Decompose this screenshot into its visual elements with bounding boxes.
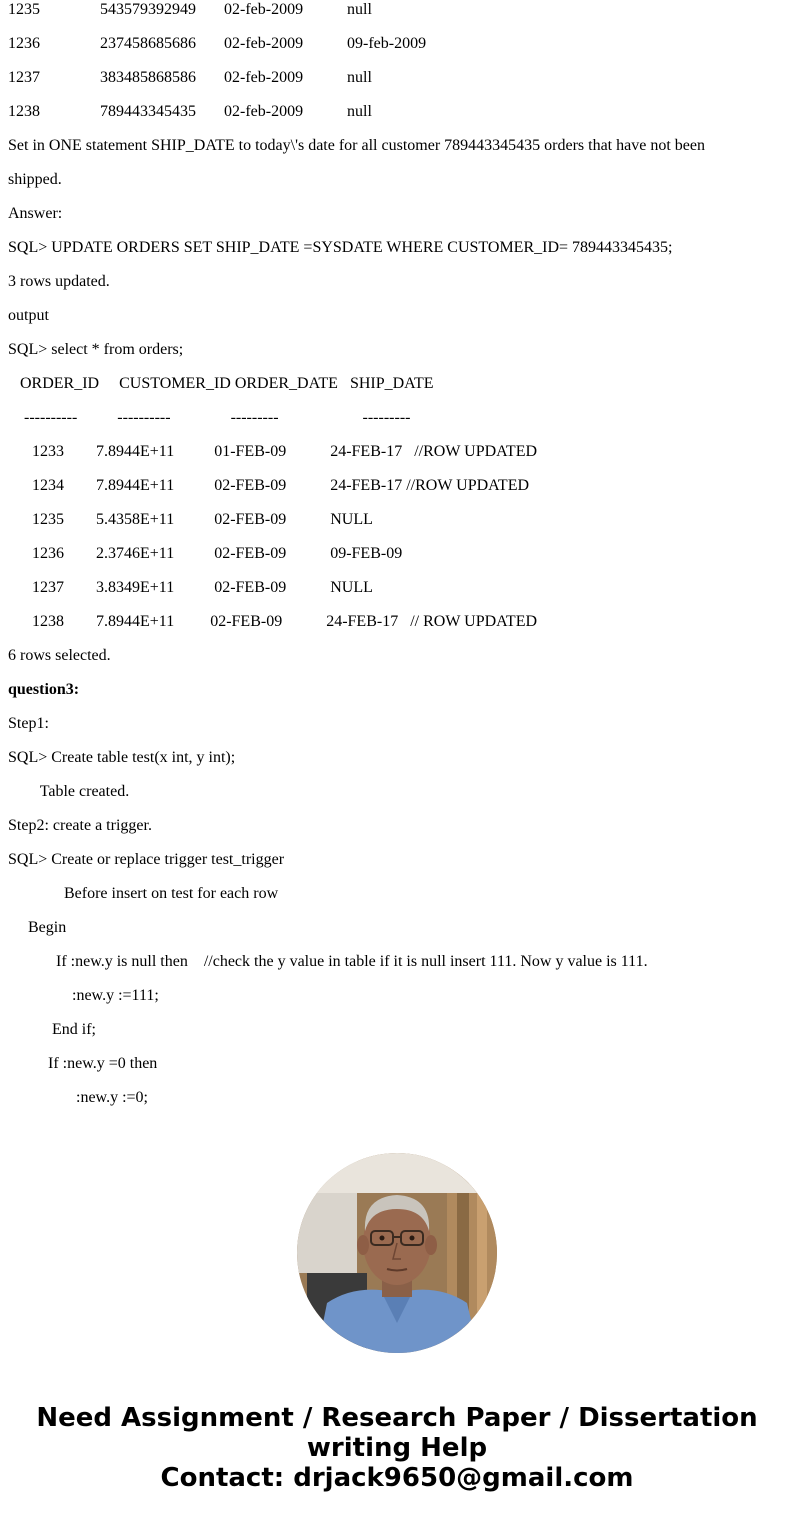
- footer-contact-email: Contact: drjack9650@gmail.com: [160, 1463, 634, 1493]
- order-date-cell: 02-feb-2009: [224, 1, 304, 18]
- order-id-cell: 1235: [8, 1, 40, 18]
- code-line: SQL> Create or replace trigger test_trigger: [8, 851, 285, 868]
- update-sql-statement: SQL> UPDATE ORDERS SET SHIP_DATE =SYSDATE WHERE CUSTOMER_ID= 789443345435;: [8, 239, 673, 256]
- code-line: If :new.y is null then //check the y value in table if it is null insert 111. Now y value is 111.: [8, 953, 648, 970]
- order-id-cell: 1238: [8, 103, 40, 120]
- order-id-cell: 1236: [8, 35, 40, 52]
- ship-date-cell: null: [347, 69, 372, 86]
- table-row: 1238 7.8944E+11 02-FEB-09 24-FEB-17 // ROW UPDATED: [8, 613, 538, 630]
- code-line: End if;: [8, 1021, 96, 1038]
- table-created-message: Table created.: [8, 783, 130, 800]
- select-sql-statement: SQL> select * from orders;: [8, 341, 184, 358]
- order-date-cell: 02-feb-2009: [224, 103, 304, 120]
- table-row: 1233 7.8944E+11 01-FEB-09 24-FEB-17 //ROW UPDATED: [8, 443, 538, 460]
- question3-heading: question3:: [8, 681, 80, 698]
- table-row: 1234 7.8944E+11 02-FEB-09 24-FEB-17 //ROW UPDATED: [8, 477, 530, 494]
- code-line: :new.y :=111;: [8, 987, 159, 1004]
- customer-id-cell: 237458685686: [100, 35, 196, 52]
- create-table-sql-statement: SQL> Create table test(x int, y int);: [8, 749, 236, 766]
- result-table-header: ORDER_ID CUSTOMER_ID ORDER_DATE SHIP_DATE: [8, 375, 434, 392]
- answer-label: Answer:: [8, 205, 63, 222]
- table-row: 1235 5.4358E+11 02-FEB-09 NULL: [8, 511, 373, 528]
- table-row: 1236 2.3746E+11 02-FEB-09 09-FEB-09: [8, 545, 403, 562]
- question-text: Set in ONE statement SHIP_DATE to today\'s date for all customer 789443345435 orders that have not been: [8, 137, 705, 154]
- table-row: 1237 3.8349E+11 02-FEB-09 NULL: [8, 579, 373, 596]
- customer-id-cell: 543579392949: [100, 1, 196, 18]
- question-text-continued: shipped.: [8, 171, 62, 188]
- ship-date-cell: 09-feb-2009: [347, 35, 427, 52]
- customer-id-cell: 789443345435: [100, 103, 196, 120]
- code-line: If :new.y =0 then: [8, 1055, 158, 1072]
- output-label: output: [8, 307, 49, 324]
- step2-label: Step2: create a trigger.: [8, 817, 152, 834]
- rows-selected-message: 6 rows selected.: [8, 647, 111, 664]
- order-date-cell: 02-feb-2009: [224, 69, 304, 86]
- avatar-portrait-image: [297, 1153, 497, 1353]
- code-line: Before insert on test for each row: [8, 885, 279, 902]
- footer-contact-banner: [0, 1403, 794, 1493]
- footer-line: Need Assignment / Research Paper / Dissertation: [36, 1403, 758, 1433]
- rows-updated-message: 3 rows updated.: [8, 273, 110, 290]
- order-id-cell: 1237: [8, 69, 40, 86]
- order-date-cell: 02-feb-2009: [224, 35, 304, 52]
- code-line: Begin: [8, 919, 67, 936]
- result-table-divider: ---------- ---------- --------- ---------: [8, 409, 411, 426]
- avatar: [297, 1153, 497, 1353]
- code-line: :new.y :=0;: [8, 1089, 148, 1106]
- ship-date-cell: null: [347, 1, 372, 18]
- footer-line: writing Help: [306, 1433, 488, 1463]
- ship-date-cell: null: [347, 103, 372, 120]
- step1-label: Step1:: [8, 715, 49, 732]
- customer-id-cell: 383485868586: [100, 69, 196, 86]
